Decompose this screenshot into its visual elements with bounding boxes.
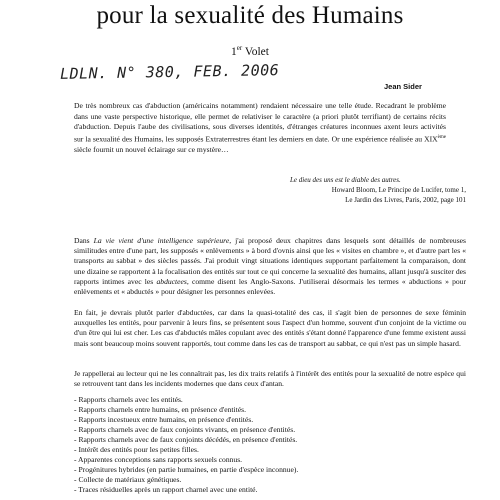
list-item: - Traces résiduelles après un rapport charnel avec une entité. — [74, 485, 466, 495]
p1-abductees: abductees — [156, 276, 187, 286]
volet-number: 1 — [231, 45, 237, 58]
handwritten-note: LDLN. N° 380, FEB. 2006 — [59, 61, 280, 83]
body-paragraph-2: En fait, je devrais plutôt parler d'abductées, car dans la quasi-totalité des cas, il s'agit bien de personnes de sexe féminin auxquelles les entités, pour parvenir à leurs fins, se présentent sous l'aspect d'un homme, souvent d'un conjoint de la victime ou d'un être qui lui est cher. Les cas d'abductés mâles copulant avec des entités s'étant donné l'apparence d'une femme existent aussi mais sont beaucoup moins souvent rapportés, tout comme dans les cas de transport au sabbat, ce qui n'est pas un simple hasard. — [74, 308, 466, 348]
list-item: - Intérêt des entités pour les petites filles. — [74, 445, 466, 455]
intro-superscript: ème — [437, 134, 446, 140]
p1-text-c: , comme disent les Anglo-Saxons. J'utiliserai désormais les termes « abductions » pour enlèvements et « abductés » pour désigner les personnes enlevées. — [74, 276, 466, 297]
author-name: Jean Sider — [384, 82, 422, 91]
list-item: - Collecte de matériaux génétiques. — [74, 475, 466, 485]
intro-text-end: siècle fournit un nouvel éclairage sur ce mystère… — [74, 144, 229, 154]
p1-book-title: La vie vient d'une intelligence supérieure — [93, 236, 230, 245]
intro-text: De très nombreux cas d'abduction (américains notamment) rendaient nécessaire une telle étude. Recadrant le problème dans une vaste perspective historique, elle permet de relativiser le caractère (a priori plutôt terrifiant) de certains récits d'abduction. Depuis l'aube des civilisations, sous diverses identités, d'étranges créatures inconnues axent leurs activités sur la sexualité des Humains, les supposés Extraterrestres étant les derniers en date. Or une expérience réalisée au XIX — [74, 101, 446, 144]
list-item: - Apparentes conceptions sans rapports sexuels connus. — [74, 455, 466, 465]
epigraph-source-line-1: Howard Bloom, Le Principe de Lucifer, tome 1, — [331, 186, 466, 194]
p1-text-a: Dans — [74, 236, 94, 245]
page-title: pour la sexualité des Humains — [96, 2, 404, 29]
volet-heading — [0, 44, 500, 58]
epigraph-text: Le dieu des uns est le diable des autres. — [290, 176, 401, 184]
volet-suffix: er — [236, 44, 243, 52]
epigraph-source-line-2: Le Jardin des Livres, Paris, 2002, page 101 — [345, 196, 466, 204]
list-item: - Rapports charnels entre humains, en présence d'entités. — [74, 405, 466, 415]
list-item: - Rapports charnels avec de faux conjoints décédés, en présence d'entités. — [74, 435, 466, 445]
list-item: - Rapports charnels avec les entités. — [74, 395, 466, 405]
list-item: - Rapports charnels avec de faux conjoints vivants, en présence d'entités. — [74, 425, 466, 435]
list-item: - Progénitures hybrides (en partie humaines, en partie d'espèce inconnue). — [74, 465, 466, 475]
p1-text-b: , j'ai proposé deux chapitres dans lesquels sont détaillés de nombreuses similitudes entre d'une part, les supposés « enlèvements » à bord d'ovnis ainsi que les « visites en chambre », et d'autre part les « transports au sabbat » des siècles passés. J'ai produit vingt situations identiques supportant parfaitement la comparaison, dont une dizaine se rapportent à la focalisation des entités sur tout ce qui concerne la sexualité des humains, allant jusqu'à susciter des rapports intimes avec les — [74, 236, 467, 286]
volet-label: Volet — [244, 45, 269, 58]
list-item: - Rapports incestueux entre humains, en présence d'entités. — [74, 415, 466, 425]
epigraph — [290, 175, 466, 205]
traits-list — [74, 395, 466, 495]
intro-paragraph — [74, 101, 446, 155]
body-paragraph-1 — [74, 236, 466, 297]
body-paragraph-3: Je rappellerai au lecteur qui ne les connaîtrait pas, les dix traits relatifs à l'intérêt des entités pour la sexualité de notre espèce qui se retrouvent tant dans les incidents modernes que dans ceux d'antan. — [74, 369, 466, 389]
